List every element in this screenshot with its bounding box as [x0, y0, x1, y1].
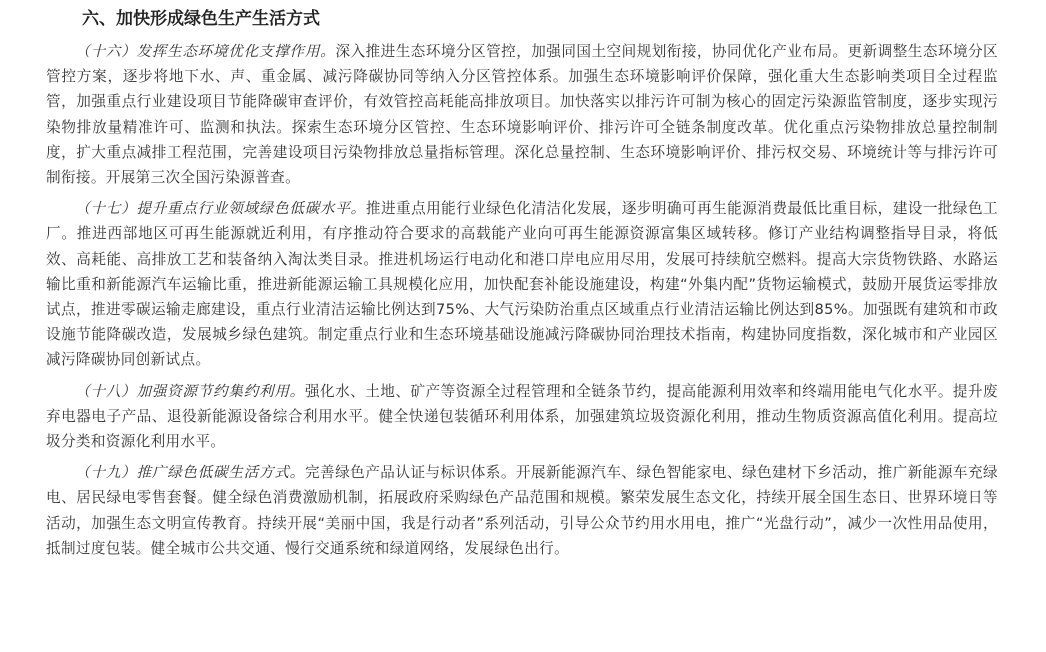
paragraph-lead: （十九）推广绿色低碳生活方式。	[75, 464, 305, 482]
document-body	[46, 6, 998, 567]
paragraph-19	[46, 460, 998, 561]
paragraph-text: 强化水、土地、矿产等资源全过程管理和全链条节约，提高能源利用效率和终端用能电气化水平。提升废弃电器电子产品、退役新能源设备综合利用水平。健全快递包装循环利用体系，加强建筑垃圾资源化利用，推动生物质资源高值化利用。提高垃圾分类和资源化利用水平。	[46, 382, 998, 451]
paragraph-lead: （十六）发挥生态环境优化支撑作用。	[75, 43, 336, 60]
paragraph-17	[46, 196, 998, 372]
paragraph-text: 推进重点用能行业绿色化清洁化发展，逐步明确可再生能源消费最低比重目标，建设一批绿色工厂。推进西部地区可再生能源就近利用，有序推动符合要求的高载能产业向可再生能源资源富集区域转移。修订产业结构调整指导目录，将低效、高耗能、高排放工艺和装备纳入淘汰类目录。推进机场运行电动化和港口岸电应用尽用，发展可持续航空燃料。提高大宗货物铁路、水路运输比重和新能源汽车运输比重，推进新能源运输工具规模化应用，加快配套补能设施建设，构建“外集内配”货物运输模式，鼓励开展货运零排放试点，推进零碳运输走廊建设，重点行业清洁运输比例达到75%、大气污染防治重点区域重点行业清洁运输比例达到85%。加强既有建筑和市政设施节能降碳改造，发展城乡绿色建筑。制定重点行业和生态环境基础设施减污降碳协同治理技术指南，构建协同度指数，深化城市和产业园区减污降碳协同创新试点。	[46, 200, 998, 369]
section-title: 六、加快形成绿色生产生活方式	[82, 9, 320, 29]
paragraph-16	[46, 39, 998, 190]
paragraph-text: 完善绿色产品认证与标识体系。开展新能源汽车、绿色智能家电、绿色建材下乡活动，推广新能源车充绿电、居民绿电零售套餐。健全绿色消费激励机制，拓展政府采购绿色产品范围和规模。繁荣发展生态文化，持续开展全国生态日、世界环境日等活动，加强生态文明宣传教育。持续开展“美丽中国，我是行动者”系列活动，引导公众节约用水用电，推广“光盘行动”，减少一次性用品使用，抵制过度包装。健全城市公共交通、慢行交通系统和绿道网络，发展绿色出行。	[46, 464, 998, 557]
paragraph-text: 深入推进生态环境分区管控，加强同国土空间规划衔接，协同优化产业布局。更新调整生态环境分区管控方案，逐步将地下水、声、重金属、减污降碳协同等纳入分区管控体系。加强生态环境影响评价保障，强化重大生态影响类项目全过程监管，加强重点行业建设项目节能降碳审查评价，有效管控高耗能高排放项目。加快落实以排污许可制为核心的固定污染源监管制度，逐步实现污染物排放量精准许可、监测和执法。探索生态环境分区管控、生态环境影响评价、排污许可全链条制度改革。优化重点污染物排放总量控制制度，扩大重点减排工程范围，完善建设项目污染物排放总量指标管理。深化总量控制、生态环境影响评价、排污权交易、环境统计等与排污许可制衔接。开展第三次全国污染源普查。	[46, 43, 999, 187]
paragraph-18	[46, 379, 998, 455]
paragraph-lead: （十七）提升重点行业领域绿色低碳水平。	[75, 200, 366, 218]
paragraph-lead: （十八）加强资源节约集约利用。	[75, 382, 305, 400]
